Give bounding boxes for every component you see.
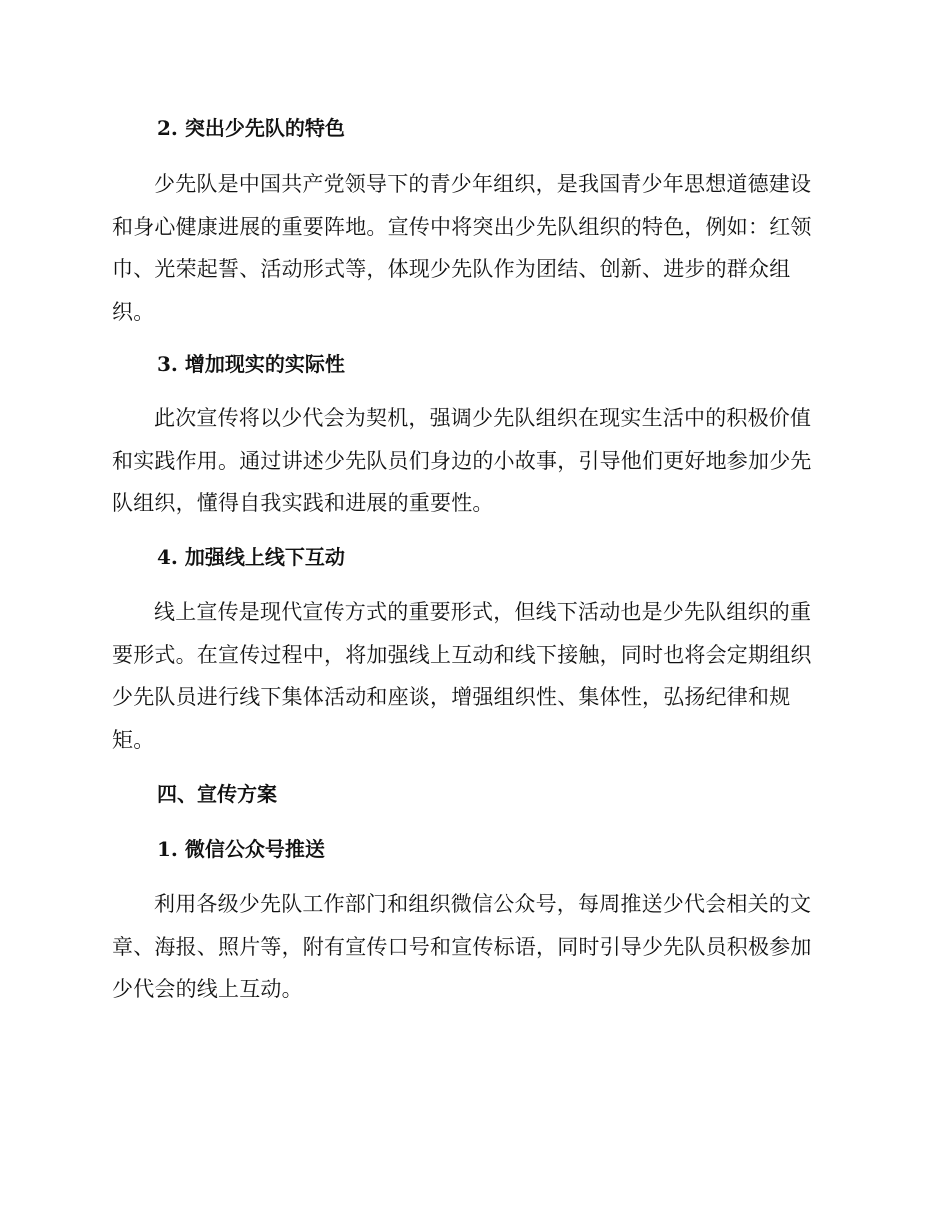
section-paragraph-wechat: 利用各级少先队工作部门和组织微信公众号，每周推送少代会相关的文章、海报、照片等，附有宣传口号和宣传标语，同时引导少先队员积极参加少代会的线上互动。	[112, 892, 812, 1001]
part-heading-publicity-plan: 四、宣传方案	[157, 782, 277, 806]
section-heading-features: 2. 突出少先队的特色	[157, 116, 345, 140]
section-paragraph-online-offline: 线上宣传是现代宣传方式的重要形式，但线下活动也是少先队组织的重要形式。在宣传过程中，将加强线上互动和线下接触，同时也将会定期组织少先队员进行线下集体活动和座谈，增强组织性、集体性，弘扬纪律和规矩。	[112, 600, 812, 752]
section-paragraph-features: 少先队是中国共产党领导下的青少年组织，是我国青少年思想道德建设和身心健康进展的重要阵地。宣传中将突出少先队组织的特色，例如：红领巾、光荣起誓、活动形式等，体现少先队作为团结、创新、进步的群众组织。	[112, 172, 812, 324]
section-heading-online-offline: 4. 加强线上线下互动	[157, 545, 345, 569]
section-heading-wechat: 1. 微信公众号推送	[157, 837, 325, 861]
section-heading-practicality: 3. 增加现实的实际性	[157, 352, 345, 376]
section-paragraph-practicality: 此次宣传将以少代会为契机，强调少先队组织在现实生活中的积极价值和实践作用。通过讲述少先队员们身边的小故事，引导他们更好地参加少先队组织，懂得自我实践和进展的重要性。	[112, 406, 812, 515]
